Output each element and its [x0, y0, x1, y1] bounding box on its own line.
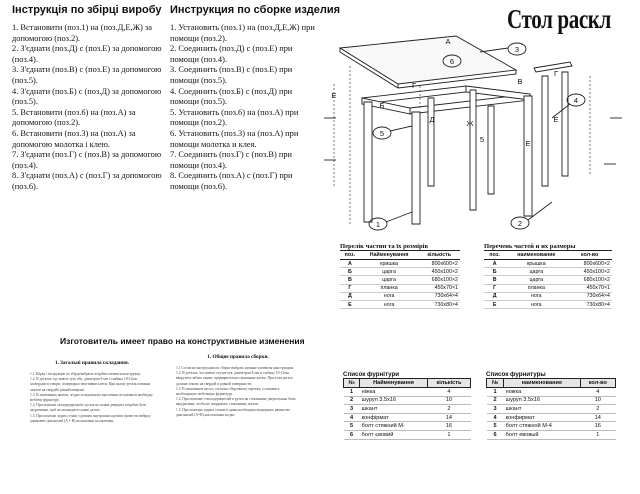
table-row	[340, 268, 460, 276]
table-cell: ніжка	[360, 388, 428, 397]
list-item: 2. З'єднати (поз.Д) с (поз.Е) за допомогою (поз.4).	[12, 44, 162, 64]
table-cell: 2	[580, 405, 615, 414]
list-item: 5. Встановити (поз.6) на (поз.А) за допомогою (поз.2).	[12, 107, 136, 128]
table-row	[340, 276, 460, 284]
table-cell: Б	[484, 268, 505, 276]
column-header: кількість	[418, 251, 460, 260]
diagram-label: 2	[517, 219, 523, 228]
table-cell: 10	[427, 396, 470, 405]
diagram-label: А	[445, 37, 451, 46]
table-cell: 5	[344, 422, 360, 431]
column-header: Найменування	[360, 251, 419, 260]
list-item: 1.1 Согласно инструкции по сборке выбрать нужные элементы конструкции.	[176, 366, 294, 370]
table-cell: царга	[505, 276, 567, 284]
list-item: 1.3. В монтажних вилках, згідно складального креслення, встановити необхідну меблеву фурнітуру.	[30, 392, 153, 403]
diagram-label: 5	[379, 129, 385, 138]
parts-ua	[340, 243, 460, 309]
list-item: 6. Встановити (поз.3) на (поз.А) за допомогою молотка і клею.	[12, 128, 136, 149]
parts-ua-caption: Перелік частин та їх розмірів	[340, 243, 429, 250]
list-item: 6. Установить (поз.3) на (поз.А) при помощи молотка и клея.	[170, 128, 299, 149]
table-cell: Г	[484, 284, 505, 292]
list-item: 1.4. При монтажі складердержачів і ручок на скляні дверцята потрібно бути акуратними, щоб не пошкодити скляні деталі.	[30, 403, 147, 413]
table-cell: 1	[344, 388, 360, 397]
table-cell: Б	[340, 268, 360, 276]
diagram-label: Г	[411, 81, 417, 90]
table-cell: 1	[427, 430, 470, 439]
table-cell: Д	[340, 292, 360, 300]
table-row	[344, 413, 471, 422]
table-row	[487, 396, 616, 405]
table-cell: Е	[340, 300, 360, 308]
table-row	[340, 292, 460, 300]
parts-ru-rows	[484, 260, 612, 309]
table-row	[344, 405, 471, 414]
diagram-label: 6	[449, 57, 455, 66]
table-cell: 14	[580, 413, 615, 422]
table-cell: 6	[487, 430, 504, 439]
list-item: 3. Соединить (поз.В) с (поз.Е) при помощи (поз.5).	[170, 65, 293, 85]
table-cell: Г	[340, 284, 360, 292]
diagram-label: В	[517, 77, 523, 86]
leg-part	[470, 90, 476, 210]
table-row	[487, 422, 616, 431]
table-row	[484, 268, 612, 276]
assembly-ua-title: Інструкція по збірці виробу	[12, 4, 162, 16]
table-cell: 2	[487, 396, 504, 405]
list-item: 1.1 Збірку і інструкцію по збірці вибрати потрібні елементи конструкції.	[30, 372, 142, 376]
rules-ru-list	[176, 366, 300, 418]
list-item: 1.3. В монтажные места, согласно сборочному чертежу, установить необходимую мебельную фурнитуру.	[176, 386, 280, 397]
table-cell: планка	[505, 284, 567, 292]
assembly-ru-steps	[170, 23, 320, 193]
fittings-ru	[486, 371, 616, 440]
table-cell: 450х70×1	[567, 284, 612, 292]
table-cell: болт стяжной М-4	[504, 422, 581, 431]
table-cell: 3	[344, 405, 360, 414]
parts-ru-caption: Перечень частей и их размеры	[484, 243, 576, 250]
table-cell: нога	[360, 292, 419, 300]
parts-ru-table	[484, 250, 612, 309]
table-cell: царга	[505, 268, 567, 276]
table-cell: 4	[344, 413, 360, 422]
table-cell: 730х80×4	[567, 300, 612, 308]
table-cell: планка	[360, 284, 419, 292]
assembly-ru-title: Инструкция по сборке изделия	[170, 4, 341, 16]
column-header: №	[487, 379, 504, 388]
list-item: 1. Установить (поз.1) на (поз.Д,Е,Ж) при помощи (поз.2).	[170, 23, 315, 43]
table-cell: кришка	[360, 260, 419, 268]
table-row	[340, 284, 460, 292]
table-cell: 800х600×2	[418, 260, 460, 268]
list-item: 1.4. При монтаже стеклодержателей и ручек на стеклянные двери нужно быть аккуратным, чтобы не поцарапать стеклянные детали.	[176, 397, 296, 407]
diagram-label: Д	[429, 115, 435, 124]
list-item: 2. Соединить (поз.Д) с (поз.Е) при помощи (поз.4).	[170, 44, 293, 64]
list-item: 1.5. При монтаже задних стенок и днищ необходимо выдержать равенство диагоналей (А=В) как показано на рис.	[176, 407, 291, 417]
table-cell: 5	[487, 422, 504, 431]
diagram-label: Е	[331, 91, 337, 100]
assembly-ua	[12, 4, 162, 193]
table-cell: ножка	[504, 388, 581, 397]
table-cell: 800х600×2	[567, 260, 612, 268]
table-cell: 4	[580, 388, 615, 397]
table-cell: шуруп 3.5х16	[360, 396, 428, 405]
diagram-label: 4	[573, 96, 579, 105]
diagram-label: 5	[479, 135, 485, 144]
diagram-label: Е	[553, 115, 559, 124]
diagram-label: Е	[525, 139, 531, 148]
table-cell: А	[484, 260, 505, 268]
table-cell: 680х100×2	[418, 276, 460, 284]
table-cell: Е	[484, 300, 505, 308]
table-cell: 680х100×2	[567, 276, 612, 284]
assembly-ua-steps	[12, 23, 162, 193]
parts-ua-rows	[340, 260, 460, 309]
table-cell: царга	[360, 276, 419, 284]
list-item: 4. З'єднати (поз.Б) с (поз.Д) за допомогою (поз.5).	[12, 86, 162, 107]
column-header: кількість	[427, 379, 470, 388]
table-cell: В	[484, 276, 505, 284]
manufacturer-note: Изготовитель имеет право на конструктивные изменения	[60, 336, 305, 346]
diagram-label: Г	[553, 69, 559, 78]
column-header: поз.	[340, 251, 360, 260]
table-row	[344, 430, 471, 439]
exploded-diagram	[320, 26, 638, 240]
table-row	[487, 405, 616, 414]
table-cell: болт евовый	[504, 430, 581, 439]
product-title: Стол раскл	[507, 4, 611, 34]
table-row	[487, 388, 616, 397]
diagram-label: 3	[514, 45, 520, 54]
parts-ru	[484, 243, 612, 309]
table-cell: царга	[360, 268, 419, 276]
table-row	[344, 396, 471, 405]
table-cell: 2	[344, 396, 360, 405]
rules-ru-title: 1. Общие правила сборки.	[207, 354, 269, 360]
table-cell: 730х64×4	[567, 292, 612, 300]
table-row	[340, 260, 460, 268]
fittings-ua	[343, 371, 471, 440]
fittings-ua-caption: Список фурнітури	[343, 371, 400, 378]
table-row	[340, 300, 460, 308]
table-cell: 730х80×4	[418, 300, 460, 308]
fittings-ru-table	[486, 378, 616, 440]
table-cell: 14	[427, 413, 470, 422]
table-cell: 450х100×2	[567, 268, 612, 276]
fittings-ua-rows	[344, 388, 471, 440]
column-header: наименование	[504, 379, 581, 388]
table-cell: 4	[427, 388, 470, 397]
list-item: 1. Встановити (поз.1) на (поз.Д,Е,Ж) за допомогою (поз.2).	[12, 23, 153, 43]
table-cell: конфирмат	[504, 413, 581, 422]
diagram-label: Ж	[466, 119, 474, 128]
leg-part	[364, 102, 372, 222]
list-item: 1.2. В деталях, що мають тулу або, діаметром 8 мм і глибину 10-12мм засвердлити отвори, попередньо змастивши клеєм. При цьому деталь повинна лежати на твердій і рівній поверхні.	[30, 377, 151, 392]
table-row	[484, 292, 612, 300]
table-cell: А	[340, 260, 360, 268]
table-cell: шкант	[360, 405, 428, 414]
table-row	[484, 260, 612, 268]
table-cell: 1	[580, 430, 615, 439]
column-header: поз.	[484, 251, 505, 260]
table-cell: нога	[505, 292, 567, 300]
column-header: №	[344, 379, 360, 388]
list-item: 3. З'єднати (поз.В) с (поз.Е) за допомогою (поз.5).	[12, 65, 162, 85]
table-cell: 450х100×2	[418, 268, 460, 276]
table-cell: 730х64×4	[418, 292, 460, 300]
table-row	[484, 284, 612, 292]
assembly-ru	[170, 4, 341, 193]
table-cell: нога	[360, 300, 419, 308]
rules-ua-list	[30, 372, 154, 424]
rules-ua-title: 1. Загальні правила складання.	[54, 360, 130, 366]
rules-ru	[176, 354, 300, 418]
table-cell: болт стяжний М-	[360, 422, 428, 431]
list-item: 7. З'єднати (поз.Г) с (поз.В) за допомогою (поз.4).	[12, 150, 162, 170]
column-header: кол-во	[580, 379, 615, 388]
table-cell: Д	[484, 292, 505, 300]
fittings-ru-rows	[487, 388, 616, 440]
table-cell: 450х70×1	[418, 284, 460, 292]
diagram-label: Б	[379, 101, 385, 110]
table-cell: 16	[427, 422, 470, 431]
table-cell: 1	[487, 388, 504, 397]
table-cell: 6	[344, 430, 360, 439]
list-item: 1.2. В деталях, что имеют глухие отв. диаметром 8 мм и глубину 10-12мм вкорутить забить шкант, предварительно смазанные клеем. При этом деталь должна лежать на твердой и ровной поверхности.	[176, 371, 293, 386]
diagram-label: 1	[375, 220, 381, 229]
table-cell: 4	[487, 413, 504, 422]
rules-ua	[30, 360, 154, 424]
list-item: 8. Соединить (поз.А) с (поз.Г) при помощи (поз.6).	[170, 171, 293, 191]
fittings-ua-table	[343, 378, 471, 440]
table-cell: крышка	[505, 260, 567, 268]
table-cell: 16	[580, 422, 615, 431]
table-cell: шуруп 3.5х16	[504, 396, 581, 405]
leg-part	[524, 96, 532, 216]
table-row	[487, 413, 616, 422]
table-cell: 2	[427, 405, 470, 414]
table-cell: В	[340, 276, 360, 284]
table-cell: нога	[505, 300, 567, 308]
table-cell: 10	[580, 396, 615, 405]
column-header: кол-во	[567, 251, 612, 260]
table-row	[484, 276, 612, 284]
table-row	[487, 430, 616, 439]
leg-part	[412, 112, 420, 224]
parts-ua-table	[340, 250, 460, 309]
list-item: 7. Соединить (поз.Г) с (поз.В) при помощи (поз.4).	[170, 150, 293, 170]
fittings-ru-caption: Список фурнитуры	[486, 371, 546, 378]
table-cell: шкант	[504, 405, 581, 414]
list-item: 8. З'єднати (поз.А) с (поз.Г) за допомогою (поз.6).	[12, 171, 162, 191]
table-cell: болт євовий	[360, 430, 428, 439]
table-row	[344, 422, 471, 431]
table-row	[484, 300, 612, 308]
list-item: 4. Соединить (поз.Б) с (поз.Д) при помощи (поз.5).	[170, 86, 293, 107]
table-cell: 3	[487, 405, 504, 414]
list-item: 1.5. При монтажі задніх стінок з довших внутрішніх кріпити провести вибірку однакових діагоналей (А = В) як показано на малюнку.	[30, 413, 151, 423]
table-cell: конфірмат	[360, 413, 428, 422]
column-header: Найменування	[360, 379, 428, 388]
table-row	[344, 388, 471, 397]
list-item: 5. Установить (поз.6) на (поз.А) при помощи (поз.2).	[170, 107, 299, 128]
column-header: наименование	[505, 251, 567, 260]
